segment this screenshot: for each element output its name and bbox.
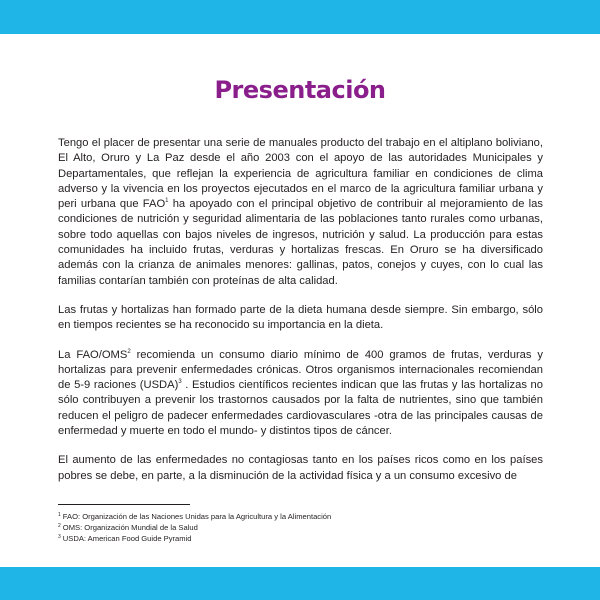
- paragraph-3-part-c: . Estudios científicos recientes indican que las frutas y las hortalizas no sólo contribuyen a prevenir los trastornos causados por la falta de nutrientes, sino que también reducen el peligro de padecer enfermedades cardiovasculares -otra de las principales causas de enfermedad y muerte en todo el mundo- y distintos tipos de cáncer.: [58, 379, 543, 438]
- paragraph-1: [58, 136, 543, 289]
- page-title: Presentación: [214, 76, 386, 105]
- body-text: [58, 136, 543, 484]
- footnote-text: OMS: Organización Mundial de la Salud: [62, 522, 198, 532]
- footnote-ref-3: 3: [178, 379, 182, 386]
- paragraph-3-part-b: recomienda un consumo diario mínimo de 400 gramos de frutas, verduras y hortalizas para prevenir enfermedades crónicas. Otros organismos internacionales recomiendan de 5-9 raciones (USDA): [58, 348, 543, 392]
- footnote-3: [58, 534, 543, 545]
- paragraph-1-part-b: ha apoyado con el principal objetivo de contribuir al mejoramiento de las condiciones de nutrición y seguridad alimentaria de las poblaciones tanto rurales como urbanas, sobre todo aquellas con bajos niveles de ingresos, nutrición y salud. La producción para estas comunidades ha incluido frutas, verduras y hortalizas frescas. En Oruro se ha diversificado además con la crianza de animales menores: gallinas, patos, conejos y cuyes, con lo cual las familias contarían también con proteínas de alta calidad.: [58, 198, 543, 287]
- footnote-number: 2: [58, 522, 61, 529]
- footnote-number: 3: [58, 533, 61, 540]
- paragraph-4: El aumento de las enfermedades no contagiosas tanto en los países ricos como en los países pobres se debe, en parte, a la disminución de la actividad física y a un consumo excesivo de: [58, 454, 543, 482]
- footnote-text: USDA: American Food Guide Pyramid: [62, 533, 192, 543]
- paragraph-1-part-a: Tengo el placer de presentar una serie de manuales producto del trabajo en el altiplano boliviano, El Alto, Oruro y La Paz desde el año 2003 con el apoyo de las autoridades Municipales y Departamentales, que reflejan la experiencia de agricultura familiar en condiciones de clima adverso y la vivencia en los proyectos ejecutados en el marco de la agricultura familiar urbana y peri urbana que FAO: [58, 137, 543, 211]
- footnote-number: 1: [58, 512, 61, 518]
- top-color-band: [0, 0, 600, 34]
- footnotes: [58, 512, 543, 544]
- footnote-ref-2: 2: [127, 348, 131, 355]
- footnote-divider: [58, 504, 190, 505]
- footnote-1: [58, 512, 543, 523]
- paragraph-3: [58, 348, 543, 440]
- paragraph-3-part-a: La FAO/OMS: [58, 348, 128, 361]
- footnote-text: FAO: Organización de las Naciones Unidas para la Agricultura y la Alimentación: [62, 512, 332, 521]
- paragraph-2: Las frutas y hortalizas han formado parte de la dieta humana desde siempre. Sin embargo, sólo en tiempos recientes se ha reconocido su importancia en la dieta.: [58, 303, 543, 332]
- bottom-color-band: [0, 567, 600, 600]
- footnote-2: [58, 523, 543, 534]
- footnote-ref-1: 1: [165, 198, 169, 205]
